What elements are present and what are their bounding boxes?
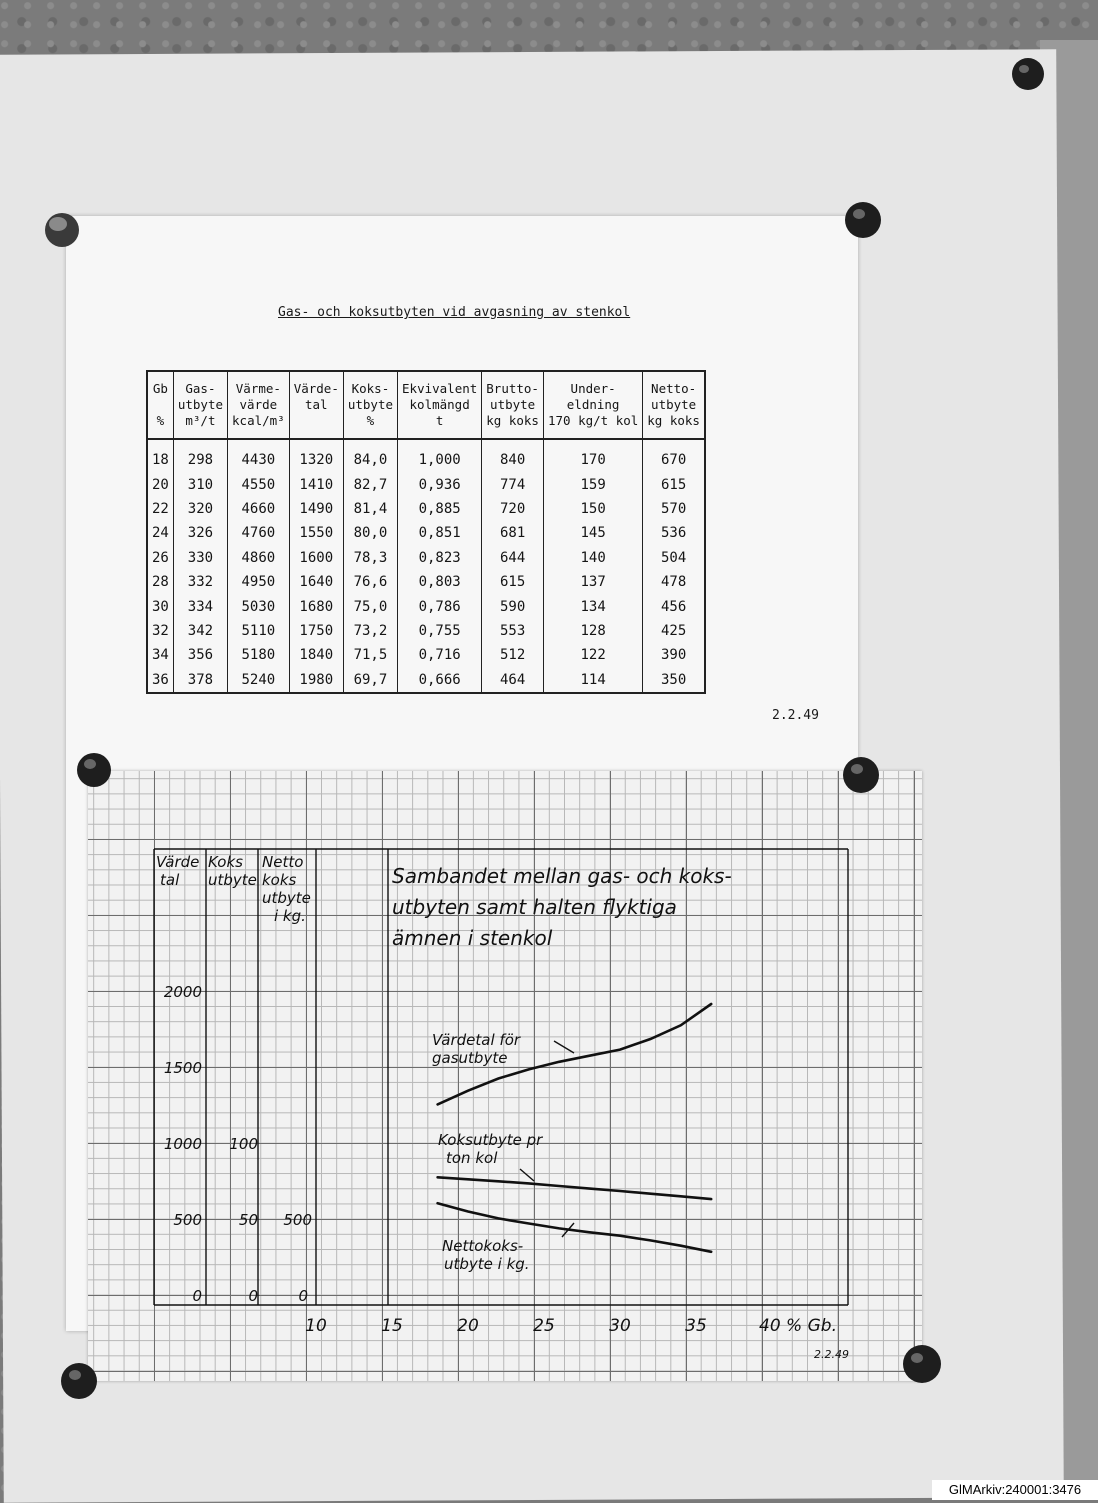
curve-label-netto-2: utbyte i kg. <box>444 1255 530 1273</box>
table-cell: 122 <box>543 643 642 667</box>
document-date: 2.2.49 <box>772 708 819 723</box>
table-cell: 570 <box>643 497 705 521</box>
table-cell: 1680 <box>289 594 343 618</box>
curve-label-netto-1: Nettokoks- <box>442 1237 524 1255</box>
table-header-row <box>147 371 705 439</box>
table-cell: 1600 <box>289 546 343 570</box>
table-cell: 5240 <box>228 668 290 693</box>
table-cell: 159 <box>543 472 642 496</box>
table-cell: 20 <box>147 472 173 496</box>
table-cell: 32 <box>147 619 173 643</box>
graph-date: 2.2.49 <box>814 1348 849 1361</box>
pin-icon <box>1008 54 1048 94</box>
table-cell: 1410 <box>289 472 343 496</box>
table-cell: 4660 <box>228 497 290 521</box>
table-cell: 553 <box>482 619 544 643</box>
table-cell: 82,7 <box>343 472 397 496</box>
axis-header-koks-1: Koks <box>208 853 243 871</box>
graph-title-line-2: utbyten samt halten flyktiga <box>392 895 677 919</box>
column-header-line: kolmängd <box>409 397 470 412</box>
table-cell: 1550 <box>289 521 343 545</box>
table-cell: 5180 <box>228 643 290 667</box>
table-cell: 150 <box>543 497 642 521</box>
axis-header-netto-1: Netto <box>262 853 304 871</box>
x-tick-30: 30 <box>609 1316 631 1336</box>
table-cell: 5030 <box>228 594 290 618</box>
table-cell: 310 <box>173 472 227 496</box>
table-cell: 0,755 <box>398 619 482 643</box>
table-cell: 1640 <box>289 570 343 594</box>
column-header-line: Värme- <box>235 381 281 396</box>
column-header-line: % <box>156 413 165 428</box>
table-cell: 71,5 <box>343 643 397 667</box>
column-header-line: t <box>435 413 444 428</box>
table-cell: 681 <box>482 521 544 545</box>
column-header-line: Netto- <box>651 381 697 396</box>
table-cell: 378 <box>173 668 227 693</box>
pin-icon <box>898 1340 946 1388</box>
table-cell: 1840 <box>289 643 343 667</box>
column-header <box>228 371 290 439</box>
table-row <box>147 619 705 643</box>
table-cell: 1980 <box>289 668 343 693</box>
curve-koksutbyte <box>438 1177 712 1199</box>
pin-icon <box>38 204 84 250</box>
table-cell: 170 <box>543 439 642 472</box>
table-cell: 134 <box>543 594 642 618</box>
leader-vardetal <box>554 1041 574 1053</box>
table-cell: 590 <box>482 594 544 618</box>
table-row <box>147 546 705 570</box>
table-cell: 18 <box>147 439 173 472</box>
table-cell: 1750 <box>289 619 343 643</box>
table-cell: 0,803 <box>398 570 482 594</box>
table-cell: 334 <box>173 594 227 618</box>
table-row <box>147 521 705 545</box>
table-cell: 34 <box>147 643 173 667</box>
table-cell: 1490 <box>289 497 343 521</box>
table-cell: 326 <box>173 521 227 545</box>
table-cell: 36 <box>147 668 173 693</box>
graph-title-line-1: Sambandet mellan gas- och koks- <box>392 864 732 888</box>
table-cell: 615 <box>643 472 705 496</box>
table-cell: 1,000 <box>398 439 482 472</box>
table-cell: 342 <box>173 619 227 643</box>
table-cell: 0,936 <box>398 472 482 496</box>
table-cell: 80,0 <box>343 521 397 545</box>
table-cell: 30 <box>147 594 173 618</box>
column-header <box>147 371 173 439</box>
x-tick-20: 20 <box>457 1316 479 1336</box>
table-cell: 5110 <box>228 619 290 643</box>
column-header-line: eldning <box>566 397 620 412</box>
column-header-line: kcal/m³ <box>232 413 285 428</box>
curve-label-koks-2: ton kol <box>446 1149 498 1167</box>
table-row <box>147 643 705 667</box>
table-cell: 670 <box>643 439 705 472</box>
y-tick-koks-50: 50 <box>238 1211 258 1229</box>
column-header-line: m³/t <box>185 413 216 428</box>
table-cell: 330 <box>173 546 227 570</box>
table-cell: 140 <box>543 546 642 570</box>
y-tick-koks-0: 0 <box>248 1287 258 1305</box>
column-header-line: värde <box>239 397 278 412</box>
table-cell: 76,6 <box>343 570 397 594</box>
table-cell: 320 <box>173 497 227 521</box>
x-tick-15: 15 <box>381 1316 403 1336</box>
table-cell: 28 <box>147 570 173 594</box>
column-header-line: kg koks <box>647 413 700 428</box>
table-cell: 4760 <box>228 521 290 545</box>
table-row <box>147 497 705 521</box>
table-cell: 464 <box>482 668 544 693</box>
table-cell: 298 <box>173 439 227 472</box>
y-tick-vardetal-0: 0 <box>192 1287 202 1305</box>
column-header <box>289 371 343 439</box>
column-header-line: 170 kg/t kol <box>547 413 639 428</box>
table-cell: 356 <box>173 643 227 667</box>
axis-header-koks-2: utbyte <box>208 871 257 889</box>
column-header <box>173 371 227 439</box>
table-cell: 774 <box>482 472 544 496</box>
table-cell: 4550 <box>228 472 290 496</box>
column-header-line: utbyte <box>490 397 536 412</box>
table-cell: 137 <box>543 570 642 594</box>
axis-header-netto-4: i kg. <box>274 907 306 925</box>
column-header <box>543 371 642 439</box>
table-cell: 425 <box>643 619 705 643</box>
table-cell: 0,851 <box>398 521 482 545</box>
column-header-line: tal <box>304 397 328 412</box>
table-cell: 350 <box>643 668 705 693</box>
table-cell: 4950 <box>228 570 290 594</box>
column-header-line: utbyte <box>651 397 697 412</box>
curve-label-vardetal-2: gasutbyte <box>432 1049 508 1067</box>
y-tick-koks-100: 100 <box>229 1135 258 1153</box>
y-tick-netto-0: 0 <box>298 1287 308 1305</box>
table-cell: 644 <box>482 546 544 570</box>
column-header-line: utbyte <box>347 397 394 412</box>
table-cell: 536 <box>643 521 705 545</box>
table-row <box>147 439 705 472</box>
table-cell: 478 <box>643 570 705 594</box>
graph-drawing <box>88 771 922 1381</box>
x-tick-40-gb: 40 % Gb. <box>759 1316 837 1336</box>
column-header-line: Ekvivalent <box>402 381 478 396</box>
table-cell: 81,4 <box>343 497 397 521</box>
table-cell: 73,2 <box>343 619 397 643</box>
table-cell: 0,666 <box>398 668 482 693</box>
table-cell: 78,3 <box>343 546 397 570</box>
pin-icon <box>838 752 884 798</box>
axis-header-vardetal-2: tal <box>160 871 180 889</box>
document-title: Gas- och koksutbyten vid avgasning av stenkol <box>278 305 631 320</box>
column-header <box>343 371 397 439</box>
table-cell: 24 <box>147 521 173 545</box>
pin-icon <box>840 196 886 242</box>
column-header <box>643 371 705 439</box>
x-tick-10: 10 <box>305 1316 327 1336</box>
column-header-line: Koks- <box>351 381 390 396</box>
table-row <box>147 472 705 496</box>
column-header-line <box>152 397 169 413</box>
y-tick-vardetal-500: 500 <box>173 1211 202 1229</box>
table-cell: 0,786 <box>398 594 482 618</box>
table-cell: 456 <box>643 594 705 618</box>
yield-table <box>146 370 706 694</box>
table-cell: 0,823 <box>398 546 482 570</box>
table-cell: 26 <box>147 546 173 570</box>
column-header-line: Under- <box>570 381 616 396</box>
graph-title-line-3: ämnen i stenkol <box>392 926 553 950</box>
table-cell: 4860 <box>228 546 290 570</box>
column-header-line: Gas- <box>185 381 216 396</box>
column-header-line: Brutto- <box>486 381 539 396</box>
table-row <box>147 594 705 618</box>
table-cell: 0,885 <box>398 497 482 521</box>
table-cell: 128 <box>543 619 642 643</box>
table-cell: 114 <box>543 668 642 693</box>
column-header-line: Gb <box>152 381 168 396</box>
column-header-line: Värde- <box>293 381 339 396</box>
column-header-line: kg koks <box>486 413 539 428</box>
y-tick-vardetal-1000: 1000 <box>163 1135 202 1153</box>
table-cell: 4430 <box>228 439 290 472</box>
y-tick-netto-500: 500 <box>283 1211 312 1229</box>
axis-header-netto-2: koks <box>262 871 297 889</box>
table-cell: 1320 <box>289 439 343 472</box>
column-header <box>398 371 482 439</box>
column-header-line <box>294 413 339 429</box>
table-cell: 504 <box>643 546 705 570</box>
y-tick-vardetal-2000: 2000 <box>163 983 202 1001</box>
table-cell: 84,0 <box>343 439 397 472</box>
table-cell: 390 <box>643 643 705 667</box>
table-row <box>147 570 705 594</box>
x-tick-35: 35 <box>685 1316 707 1336</box>
curve-label-vardetal-1: Värdetal för <box>432 1031 521 1049</box>
curve-label-koks-1: Koksutbyte pr <box>438 1131 543 1149</box>
leader-koks <box>520 1169 534 1181</box>
pin-icon <box>56 1358 102 1404</box>
column-header-line: % <box>366 413 375 428</box>
table-cell: 145 <box>543 521 642 545</box>
x-tick-25: 25 <box>533 1316 555 1336</box>
table-row <box>147 668 705 693</box>
graph-paper <box>88 771 922 1381</box>
table-cell: 75,0 <box>343 594 397 618</box>
table-cell: 615 <box>482 570 544 594</box>
axis-header-vardetal-1: Värde <box>156 853 200 871</box>
table-cell: 840 <box>482 439 544 472</box>
table-cell: 0,716 <box>398 643 482 667</box>
table-body <box>147 439 705 693</box>
column-header <box>482 371 544 439</box>
column-header-line: utbyte <box>177 397 224 412</box>
table-cell: 22 <box>147 497 173 521</box>
table-cell: 332 <box>173 570 227 594</box>
axis-header-netto-3: utbyte <box>262 889 311 907</box>
archive-id-label: GlMArkiv:240001:3476 <box>932 1480 1098 1500</box>
table-cell: 69,7 <box>343 668 397 693</box>
table-cell: 720 <box>482 497 544 521</box>
table-cell: 512 <box>482 643 544 667</box>
y-tick-vardetal-1500: 1500 <box>163 1059 202 1077</box>
pin-icon <box>72 748 116 792</box>
